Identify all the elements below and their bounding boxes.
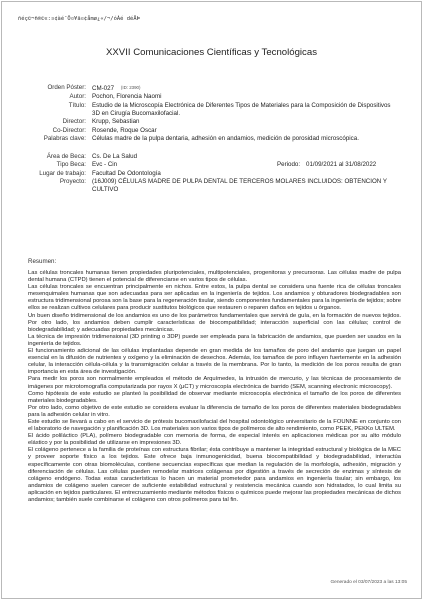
resumen-paragraph: Para medir los poros son normalmente empleados el método de Arquímedes, la intrusión de mercurio, y las técnicas de procesamiento de imágenes por microtomografía computarizada por rayos X (µCT) y microscopía electrónica de barrido (SEM, scanning electronic microscopy). bbox=[28, 376, 401, 390]
page-title: XXVII Comunicaciones Científicas y Tecnológicas bbox=[106, 47, 317, 58]
area-row bbox=[2, 153, 423, 161]
palabras-value: Células madre de la pulpa dentaria, adhesión en andamios, medición de porosidad microscópica. bbox=[92, 135, 359, 143]
titulo-value: Estudio de la Microscopía Electrónica de Diferentes Tipos de Materiales para la Composición de Dispositivos 3D en Cirugía Bucomaxilofacial. bbox=[92, 101, 391, 118]
palabras-row bbox=[2, 135, 423, 143]
periodo-block bbox=[277, 161, 376, 169]
director-row bbox=[2, 118, 423, 126]
codirector-row bbox=[2, 127, 423, 135]
proyecto-row bbox=[2, 178, 423, 195]
tipo-row bbox=[2, 161, 423, 169]
periodo-value: 01/09/2021 al 31/08/2022 bbox=[306, 161, 377, 169]
barcode-text: ñéç©¬ñ®©¤:¤¢àé¯Ö¤¥ä¤¢åmø¿«/¬/óÀé déÅÞ bbox=[18, 16, 140, 22]
codirector-label: Co-Director: bbox=[52, 126, 86, 134]
area-label: Área de Beca: bbox=[46, 152, 86, 160]
resumen-paragraph: La técnica de impresión tridimensional (3D printing o 3DP) puede ser empleada para la fabricación de andamios, que pueden ser usados en la ingeniería de tejidos. bbox=[28, 333, 401, 347]
lugar-row bbox=[2, 170, 423, 178]
resumen-paragraph: Las células troncales se encuentran principalmente en nichos. Entre estos, la pulpa dental se considera una fuente rica de células troncales mesenquimales humanas que son adecuadas para ser aplicadas en la ingeniería de tejidos. Los andamios y obturadores biodegradables son estructura tridimensional porosa son la base para la regeneración tisular, siendo componentes fundamentales para la ingeniería de tejidos; sobre ellos se realizan cultivos celulares para producir sustitutos biológicos que restauren o reparen daños en tejidos u órganos. bbox=[28, 284, 401, 312]
resumen-paragraph: Como hipótesis de este estudio se planteó la posibilidad de observar mediante microscopía electrónica el tamaño de los poros de diferentes materiales biodegradables. bbox=[28, 390, 401, 404]
palabras-label: Palabras clave: bbox=[43, 135, 86, 143]
resumen-body bbox=[28, 270, 401, 504]
titulo-label: Título: bbox=[68, 101, 86, 109]
periodo-label: Periodo: bbox=[277, 161, 301, 169]
director-value: Krupp, Sebastian bbox=[92, 118, 140, 126]
resumen-paragraph: Por otro lado, como objetivo de este estudio se considera evaluar la diferencia de tamaño de los poros de diferentes materiales biodegradables para la adhesión celular in vitro. bbox=[28, 404, 401, 418]
codirector-value: Rosende, Roque Oscar bbox=[92, 126, 157, 134]
resumen-paragraph: El colágeno pertenece a la familia de proteínas con estructura fibrilar; ésta contribuye a mantener la integridad estructural y biológica de la MEC y proveer soporte físico a los tejidos. Este ofrece baja inmunogenicidad, buena biocompatibilidad y biodegradabilidad, interactúa específicamente con otras biomoléculas, contiene secuencias específicas que median la regulación de la morfología, adhesión, migración y diferenciación de células. Las células pueden remodelar matrices colágenas por digestión a través de secreción de enzimas y síntesis de colágeno endógeno. Todas estas características lo hacen un material prometedor para andamios en ingeniería tisular; sin embargo, los andamios de colágeno suelen carecer de suficiente estabilidad estructural y resistencia mecánica cuando son hidratados, lo cual limita su aplicación en tejidos particulares. El entrecruzamiento mediante métodos físicos o químicos puede mejorar las propiedades mecánicas de dichos andamios; también suele combinarse el colágeno con otros polímeros para tal fin. bbox=[28, 447, 401, 503]
resumen-paragraph: Un buen diseño tridimensional de los andamios es uno de los parámetros fundamentales que servirá de guía, en la formación de nuevos tejidos. Por otro lado, los andamios deben cumplir características de biocompatibilidad; interacción superficial con las células; control de biodegradabilidad; y adecuadas propiedades mecánicas. bbox=[28, 312, 401, 333]
resumen-paragraph: Este estudio se llevará a cabo en el servicio de prótesis bucomaxilofacial del hospital odontológico universitario de la FOUNNE en conjunto con el laboratorio de navegación y planificación 3D. Los materiales son varios tipos de polímeros de alto rendimiento, como PEEK, PEKKo ULTEM. bbox=[28, 418, 401, 433]
resumen-paragraph: Las células troncales humanas tienen propiedades pluripotenciales, multipotenciales, progenitoras y precursoras. Las células madre de pulpa dental humana (CTPD) tienen el potencial de diferenciarse en varios tipos de células. bbox=[28, 270, 401, 284]
generated-footer: Generado el 03/07/2023 a las 13:05 bbox=[330, 580, 407, 585]
autor-value: Pochon, Florencia Naomi bbox=[92, 93, 162, 101]
director-label: Director: bbox=[62, 118, 86, 126]
orden-poster-label: Orden Póster: bbox=[47, 84, 86, 91]
orden-poster-id: (ID: 2390) bbox=[120, 85, 141, 90]
proyecto-value: (16J009) CÉLULAS MADRE DE PULPA DENTAL DE TERCEROS MOLARES INCLUIDOS: OBTENCION Y CULTIVO bbox=[92, 177, 387, 194]
tipo-label: Tipo Beca: bbox=[56, 161, 86, 169]
tipo-value: Evc - Cin bbox=[92, 161, 118, 169]
resumen-paragraph: El ácido poliláctico (PLA), polímero biodegradable con memoria de forma, de especial interés en aplicaciones médicas por su alto módulo elástico y por la posibilidad de utilizarse en impresiones 3D. bbox=[28, 433, 401, 447]
proyecto-label: Proyecto: bbox=[59, 177, 86, 185]
autor-row bbox=[2, 93, 423, 101]
lugar-label: Lugar de trabajo: bbox=[39, 169, 86, 177]
area-value: Cs. De La Salud bbox=[92, 152, 138, 160]
autor-label: Autor: bbox=[69, 93, 86, 101]
resumen-paragraph: El funcionamiento adicional de las células implantadas depende en gran medida de los tamaños de poro del andamio que juegan un papel esencial en la difusión de nutrientes y oxígeno y la eliminación de desechos. Además, los tamaños de poro influyen fuertemente en la adhesión celular, la interacción célula-célula y la transmigración celular a través de la membrana. Por lo tanto, la medición de los poros resulta de gran importancia en esta área de investigación. bbox=[28, 348, 401, 376]
orden-poster-value: CM-027 bbox=[92, 84, 115, 92]
lugar-value: Facultad De Odontología bbox=[92, 169, 161, 177]
metadata-block bbox=[2, 84, 423, 195]
orden-poster-row bbox=[2, 84, 423, 93]
document-page bbox=[1, 1, 422, 599]
resumen-label: Resumen: bbox=[28, 258, 57, 265]
titulo-row bbox=[2, 102, 423, 119]
